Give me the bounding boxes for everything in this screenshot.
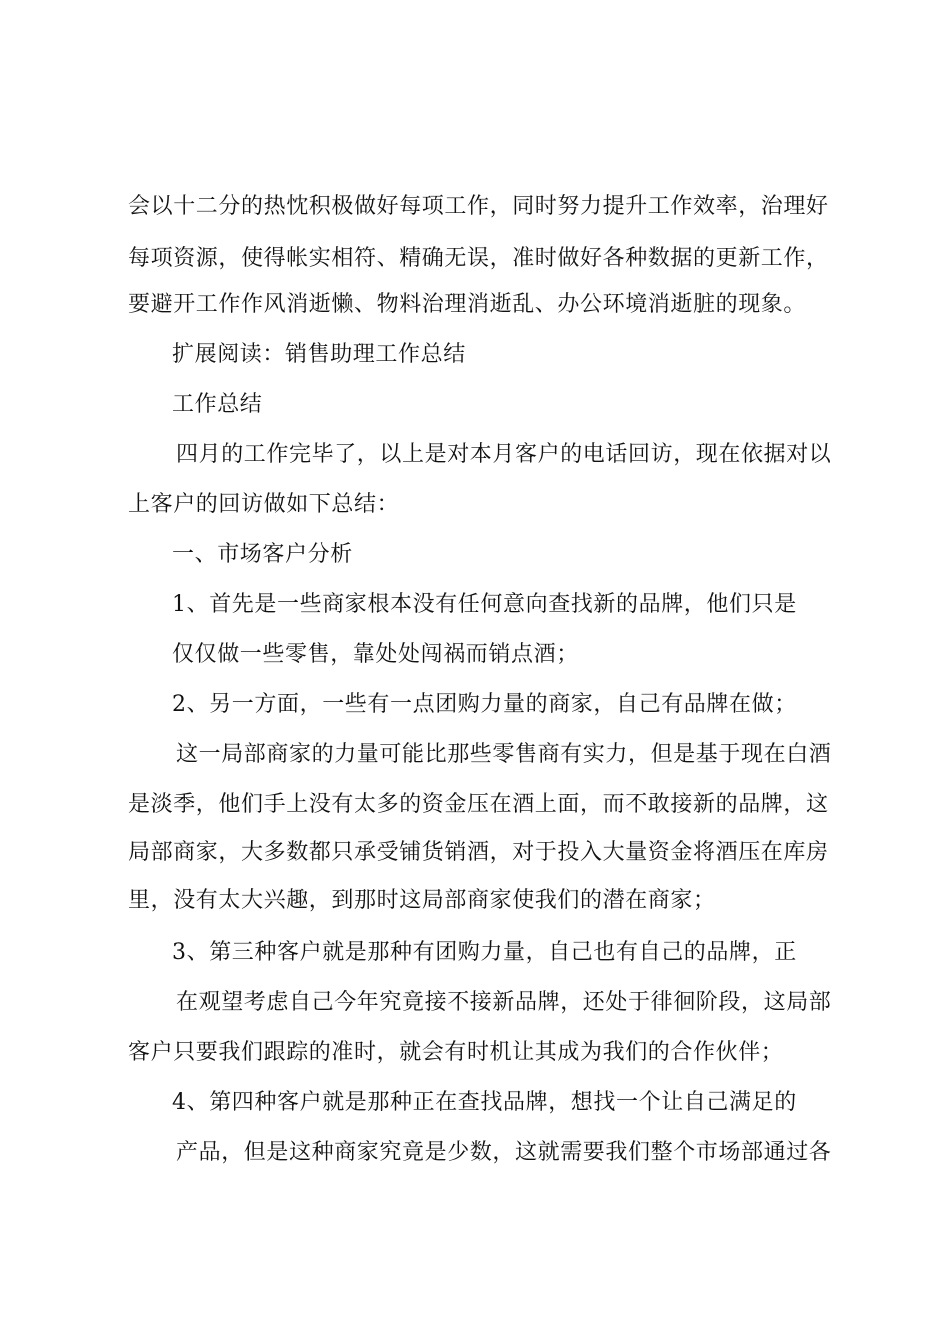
text-line: 在观望考虑自己今年究竟接不接新品牌，还处于徘徊阶段，这局部: [176, 990, 832, 1015]
section-heading: 扩展阅读：销售助理工作总结: [172, 342, 466, 367]
text-line: 局部商家，大多数都只承受铺货销酒，对于投入大量资金将酒压在库房: [128, 840, 829, 865]
text-line: 客户只要我们跟踪的准时，就会有时机让其成为我们的合作伙伴；: [128, 1040, 784, 1065]
text-line: 上客户的回访做如下总结：: [128, 492, 400, 517]
text-line: 产品，但是这种商家究竟是少数，这就需要我们整个市场部通过各: [176, 1140, 832, 1165]
text-line: 这一局部商家的力量可能比那些零售商有实力，但是基于现在白酒: [176, 742, 832, 767]
list-item: 4、第四种客户就是那种正在查找品牌，想找一个让自己满足的: [172, 1090, 797, 1115]
text-line: 四月的工作完毕了，以上是对本月客户的电话回访，现在依据对以: [176, 442, 832, 467]
text-line: 仅仅做一些零售，靠处处闯祸而销点酒；: [172, 642, 579, 667]
list-item: 1、首先是一些商家根本没有任何意向查找新的品牌，他们只是: [172, 592, 797, 617]
section-heading: 工作总结: [172, 392, 263, 417]
text-line: 里，没有太大兴趣，到那时这局部商家使我们的潜在商家；: [128, 888, 716, 913]
text-line: 每项资源，使得帐实相符、精确无误，准时做好各种数据的更新工作，: [128, 246, 829, 271]
list-item: 2、另一方面，一些有一点团购力量的商家，自己有品牌在做；: [172, 692, 797, 717]
section-heading: 一、市场客户分析: [172, 542, 353, 567]
text-line: 要避开工作作风消逝懒、物料治理消逝乱、办公环境消逝脏的现象。: [128, 292, 807, 317]
text-line: 会以十二分的热忱积极做好每项工作，同时努力提升工作效率，治理好: [128, 194, 829, 219]
list-item: 3、第三种客户就是那种有团购力量，自己也有自己的品牌，正: [172, 940, 797, 965]
text-line: 是淡季，他们手上没有太多的资金压在酒上面，而不敢接新的品牌，这: [128, 792, 829, 817]
